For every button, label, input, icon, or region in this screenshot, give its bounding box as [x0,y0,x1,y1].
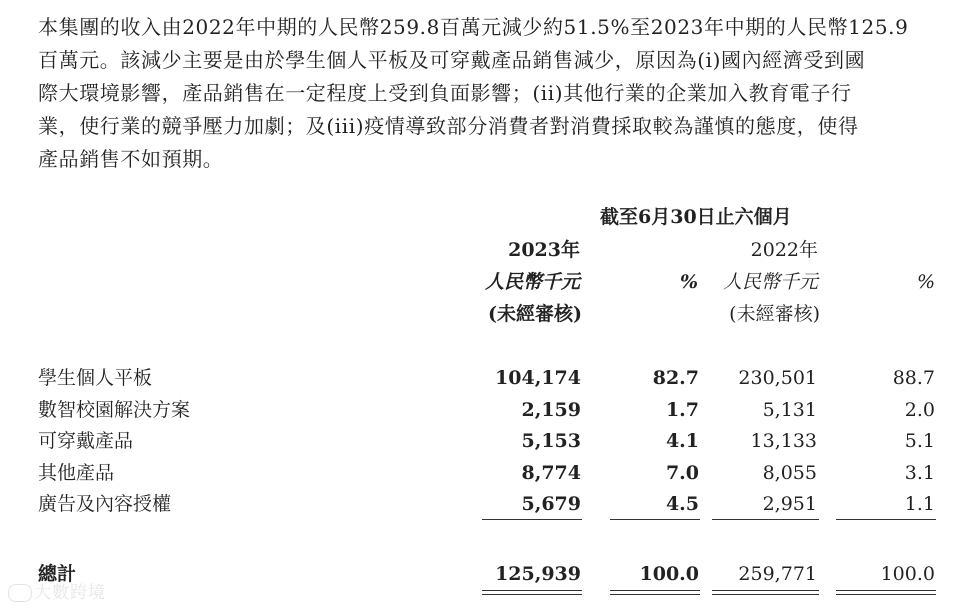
currency-2022-header: 人民幣千元 [722,271,818,293]
total-2023: 125,939 [495,563,581,585]
paragraph-line: 本集團的收入由2022年中期的人民幣259.8百萬元減少約51.5%至2023年中期的人民幣125.9 [38,15,909,39]
paragraph-line: 際大環境影響，產品銷售在一定程度上受到負面影響；(ii)其他行業的企業加入教育電子行 [38,81,852,105]
total-double-rule [610,590,700,595]
value-2022: 2,951 [762,493,817,515]
pct-2023: 82.7 [652,367,699,389]
subtotal-rule [610,519,700,520]
unaudited-2023: (未經審核) [488,303,582,325]
value-2023: 8,774 [521,462,581,484]
watermark [8,578,106,603]
pct-2023: 7.0 [665,462,699,484]
body-paragraph [38,11,938,176]
row-label: 學生個人平板 [38,367,153,389]
pct-2022: 5.1 [904,430,935,452]
total-double-rule [482,590,582,595]
pct-2022-header: % [916,271,935,293]
pct-2023: 4.1 [665,430,699,452]
year-2022-header: 2022年 [750,239,818,261]
value-2023: 5,679 [521,493,581,515]
total-double-rule [836,590,936,595]
paragraph-line: 百萬元。該減少主要是由於學生個人平板及可穿戴產品銷售減少，原因為(i)國內經濟受到國 [38,48,866,72]
pct-2022: 3.1 [904,462,935,484]
pct-2022: 1.1 [904,493,935,515]
row-label: 數智校園解決方案 [38,399,191,421]
watermark-text: 大數跨境 [34,583,106,603]
value-2022: 5,131 [762,399,817,421]
watermark-logo-icon [8,584,32,602]
subtotal-rule [482,519,582,520]
value-2023: 5,153 [521,430,581,452]
pct-2023: 1.7 [665,399,699,421]
pct-2023-header: % [679,271,698,293]
total-2022: 259,771 [738,563,817,585]
total-pct-2023: 100.0 [639,563,699,585]
value-2023: 104,174 [495,367,581,389]
value-2022: 230,501 [738,367,817,389]
row-label: 其他產品 [38,462,115,484]
paragraph-line: 產品銷售不如預期。 [38,147,224,171]
value-2022: 13,133 [750,430,817,452]
value-2022: 8,055 [762,462,817,484]
pct-2022: 2.0 [904,399,935,421]
pct-2023: 4.5 [665,493,699,515]
paragraph-line: 業，使行業的競爭壓力加劇；及(iii)疫情導致部分消費者對消費採取較為謹慎的態度，使得 [38,114,859,138]
row-label: 廣告及內容授權 [38,493,172,515]
year-2023-header: 2023年 [508,239,580,261]
unaudited-2022: (未經審核) [729,303,820,325]
total-double-rule [712,590,819,595]
total-label: 總計 [38,563,77,585]
subtotal-rule [712,519,819,520]
currency-2023-header: 人民幣千元 [484,271,580,293]
total-pct-2022: 100.0 [880,563,935,585]
pct-2022: 88.7 [892,367,935,389]
period-header: 截至6月30日止六個月 [600,206,792,228]
subtotal-rule [836,519,936,520]
value-2023: 2,159 [521,399,581,421]
row-label: 可穿戴產品 [38,430,134,452]
